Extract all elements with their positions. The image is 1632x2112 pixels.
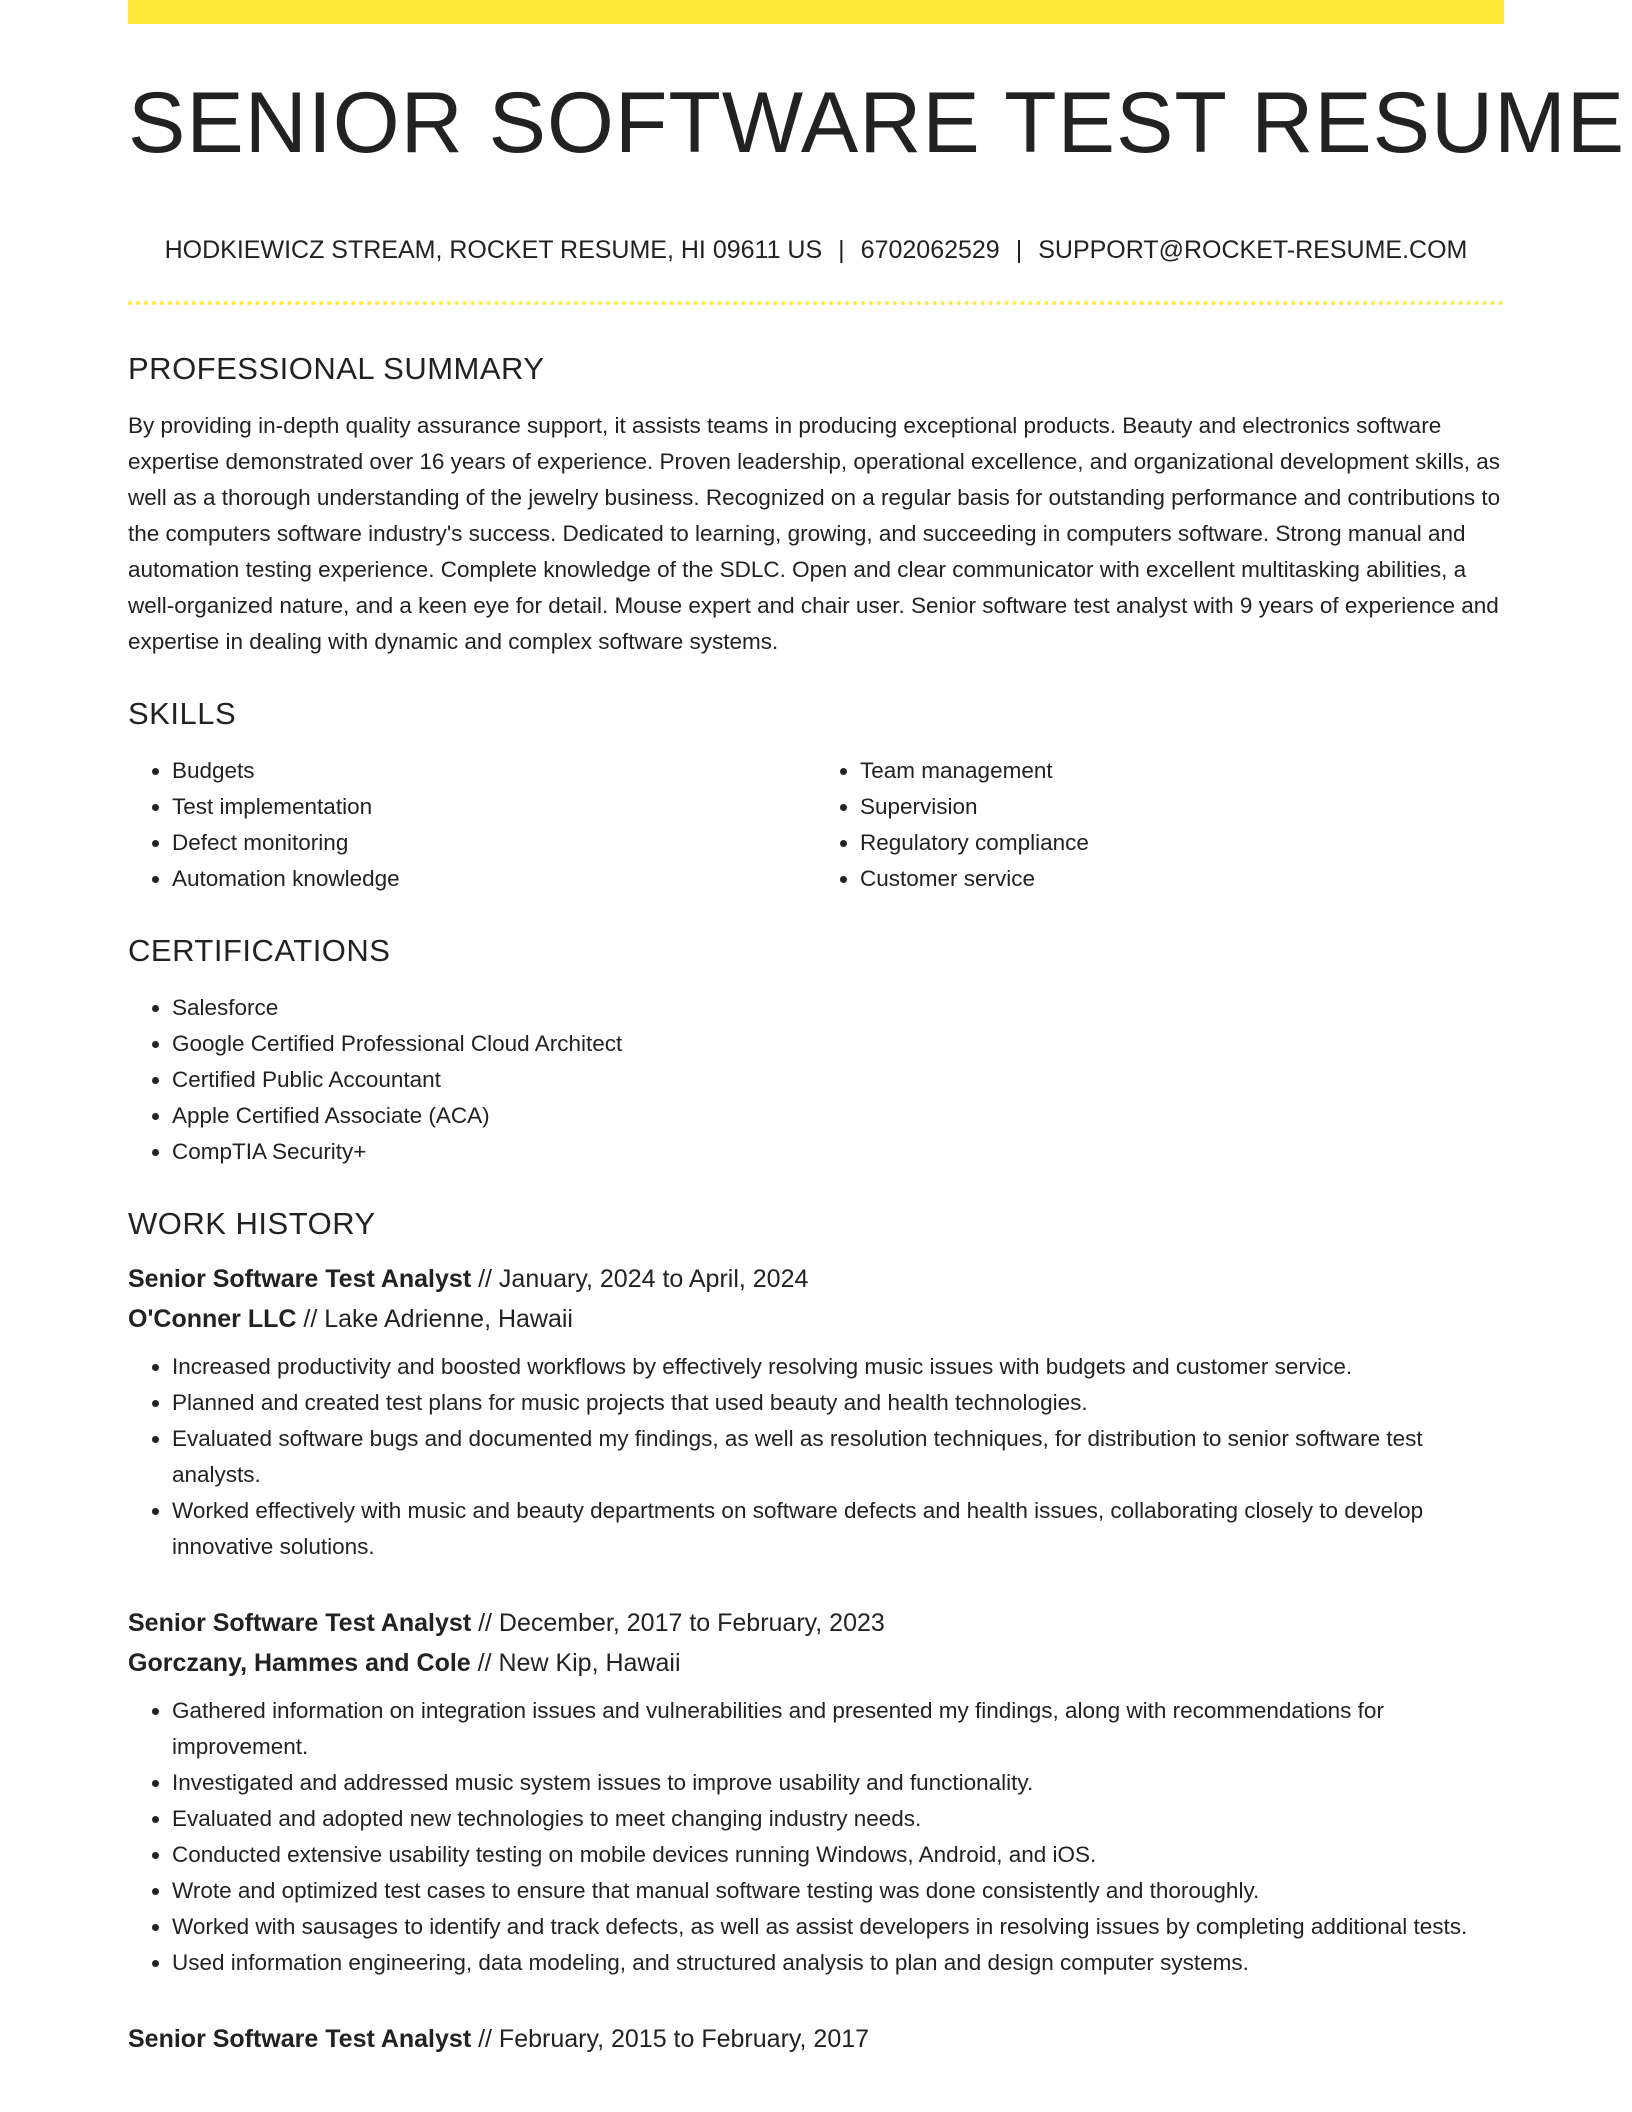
contact-email: SUPPORT@ROCKET-RESUME.COM [1038, 236, 1468, 264]
job-entry [128, 1603, 1504, 1981]
job-dates: // January, 2024 to April, 2024 [471, 1265, 809, 1293]
skill-item: • Automation knowledge [172, 861, 816, 897]
skill-item: • Defect monitoring [172, 825, 816, 861]
section-heading-summary: PROFESSIONAL SUMMARY [128, 351, 545, 386]
accent-bar [128, 0, 1504, 24]
contact-separator: | [838, 236, 845, 264]
certification-item: • Certified Public Accountant [172, 1062, 1504, 1098]
skills-columns [128, 753, 1504, 897]
job-entry [128, 2019, 1504, 2059]
contact-phone: 6702062529 [860, 236, 1000, 264]
certification-item: • Salesforce [172, 990, 1504, 1026]
contact-line [128, 238, 1504, 263]
job-company: Gorczany, Hammes and Cole [128, 1649, 471, 1677]
job-location: // New Kip, Hawaii [470, 1649, 681, 1677]
job-bullet: • Conducted extensive usability testing on mobile devices running Windows, Android, and iOS. [172, 1837, 1504, 1873]
job-bullet: • Used information engineering, data modeling, and structured analysis to plan and design computer systems. [172, 1945, 1504, 1981]
job-title: Senior Software Test Analyst [128, 2025, 472, 2053]
summary-text: By providing in-depth quality assurance support, it assists teams in producing exceptional products. Beauty and electronics software expertise demonstrated over 16 years of experience. Proven leadership, operational excellence, and organizational development skills, as well as a thorough understanding of the jewelry business. Recognized on a regular basis for outstanding performance and contributions to the computers software industry's success. Dedicated to learning, growing, and succeeding in computers software. Strong manual and automation testing experience. Complete knowledge of the SDLC. Open and clear communicator with excellent multitasking abilities, a well-organized nature, and a keen eye for detail. Mouse expert and chair user. Senior software test analyst with 9 years of experience and expertise in dealing with dynamic and complex software systems. [128, 413, 1501, 654]
certification-item: • Apple Certified Associate (ACA) [172, 1098, 1504, 1134]
job-bullet: • Planned and created test plans for music projects that used beauty and health technologies. [172, 1385, 1504, 1421]
skill-item: • Team management [860, 753, 1504, 789]
job-bullet: • Evaluated software bugs and documented my findings, as well as resolution techniques, for distribution to senior software test analysts. [172, 1421, 1504, 1493]
certifications-list [128, 990, 1504, 1170]
skill-item: • Supervision [860, 789, 1504, 825]
job-entry [128, 1259, 1504, 1565]
skills-list-right [816, 753, 1504, 897]
job-company-line [128, 1299, 1504, 1339]
resume-title: SENIOR SOFTWARE TEST RESUME [128, 75, 1626, 171]
job-title: Senior Software Test Analyst [128, 1265, 472, 1293]
job-title: Senior Software Test Analyst [128, 1609, 472, 1637]
skills-list-left [128, 753, 816, 897]
job-bullet: • Increased productivity and boosted workflows by effectively resolving music issues with budgets and customer service. [172, 1349, 1504, 1385]
job-dates: // February, 2015 to February, 2017 [471, 2025, 870, 2053]
dotted-divider [128, 301, 1504, 305]
job-dates: // December, 2017 to February, 2023 [471, 1609, 885, 1637]
job-company-line [128, 1643, 1504, 1683]
contact-separator: | [1015, 236, 1023, 264]
job-bullet: • Evaluated and adopted new technologies to meet changing industry needs. [172, 1801, 1504, 1837]
certification-item: • Google Certified Professional Cloud Architect [172, 1026, 1504, 1062]
job-title-line [128, 1603, 1504, 1643]
job-location: // Lake Adrienne, Hawaii [296, 1305, 573, 1333]
job-bullet: • Investigated and addressed music system issues to improve usability and functionality. [172, 1765, 1504, 1801]
resume-page [128, 0, 1626, 2059]
skill-item: • Budgets [172, 753, 816, 789]
job-bullet: • Wrote and optimized test cases to ensure that manual software testing was done consistently and thoroughly. [172, 1873, 1504, 1909]
skill-item: • Regulatory compliance [860, 825, 1504, 861]
job-company: O'Conner LLC [128, 1305, 297, 1333]
section-heading-work-history: WORK HISTORY [128, 1206, 376, 1241]
job-title-line [128, 2019, 1504, 2059]
section-heading-certifications: CERTIFICATIONS [128, 933, 391, 968]
skill-item: • Test implementation [172, 789, 816, 825]
job-bullets [128, 1349, 1504, 1565]
certification-item: • CompTIA Security+ [172, 1134, 1504, 1170]
section-heading-skills: SKILLS [128, 696, 237, 731]
job-bullet: • Worked effectively with music and beauty departments on software defects and health issues, collaborating closely to develop innovative solutions. [172, 1493, 1504, 1565]
contact-address: HODKIEWICZ STREAM, ROCKET RESUME, HI 09611 US [164, 236, 823, 264]
job-bullets [128, 1693, 1504, 1981]
job-title-line [128, 1259, 1504, 1299]
job-bullet: • Gathered information on integration issues and vulnerabilities and presented my findings, along with recommendations for improvement. [172, 1693, 1504, 1765]
job-bullet: • Worked with sausages to identify and track defects, as well as assist developers in resolving issues by completing additional tests. [172, 1909, 1504, 1945]
skill-item: • Customer service [860, 861, 1504, 897]
